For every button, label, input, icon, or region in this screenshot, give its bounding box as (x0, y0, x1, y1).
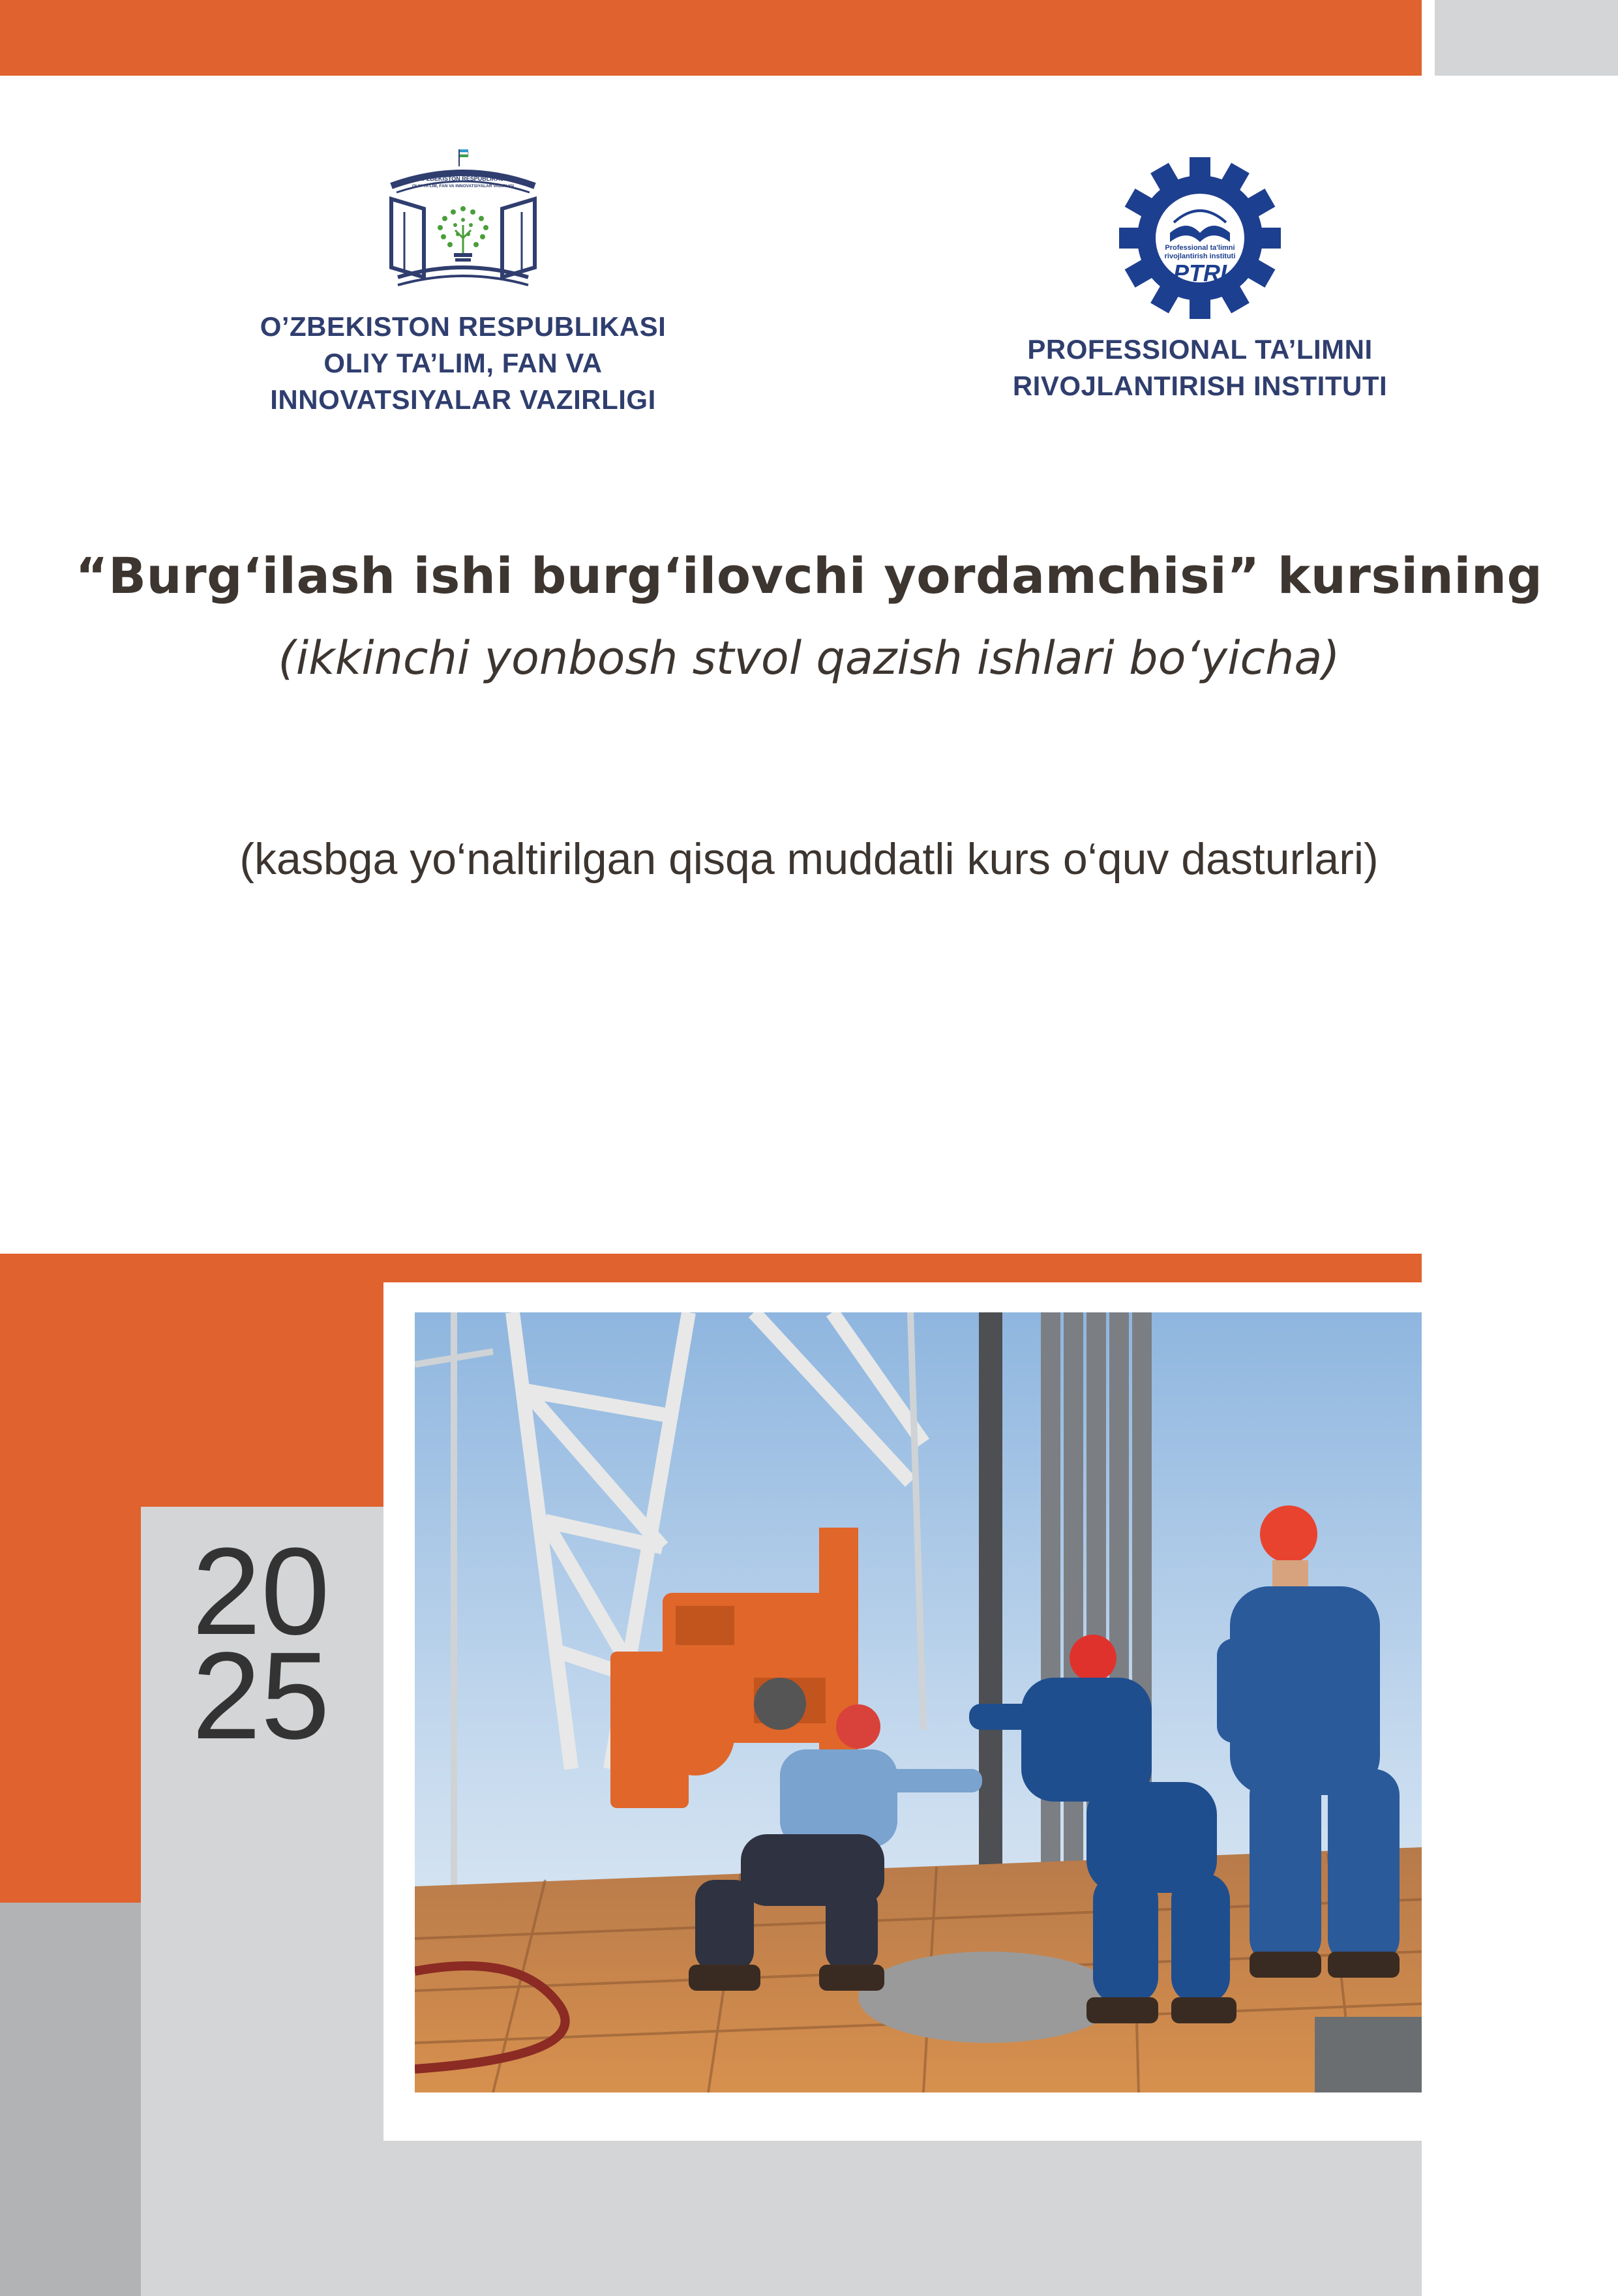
top-orange-bar (0, 0, 1422, 76)
top-gray-bar (1435, 0, 1618, 76)
ministry-name (222, 309, 704, 418)
year-label (176, 1522, 346, 1765)
ministry-name-line: O’ZBEKISTON RESPUBLIKASI (260, 311, 667, 342)
ptri-logo-block (972, 157, 1428, 404)
ministry-emblem-icon (385, 147, 541, 297)
ptri-name (972, 331, 1428, 404)
year-line-1: 20 (192, 1522, 330, 1661)
ptri-name-line: PROFESSIONAL TA’LIMNI (1027, 334, 1373, 365)
svg-text:OLIY TA'LIM, FAN VA INNOVATSIY: OLIY TA'LIM, FAN VA INNOVATSIYALAR VAZIRLIGI (412, 184, 514, 189)
svg-text:O'ZBEKISTON RESPUBLIKASI: O'ZBEKISTON RESPUBLIKASI (420, 175, 506, 182)
svg-text:Professional ta'limni: Professional ta'limni (1165, 244, 1235, 252)
bottom-dark-gray-block (0, 1903, 141, 2296)
course-title: “Burg‘ilash ishi burg‘ilovchi yordamchisi” kursining (75, 547, 1543, 605)
svg-text:PTRI: PTRI (1173, 260, 1227, 286)
drilling-rig-photo (415, 1312, 1422, 2092)
ministry-logo-block (222, 147, 704, 418)
ptri-gear-emblem-icon (1118, 157, 1281, 320)
ministry-name-line: INNOVATSIYALAR VAZIRLIGI (270, 384, 656, 415)
ptri-name-line: RIVOJLANTIRISH INSTITUTI (1012, 370, 1388, 401)
course-type-text: (kasbga yo‘naltirilgan qisqa muddatli kurs o‘quv dasturlari) (239, 834, 1379, 884)
course-subtitle: (ikkinchi yonbosh stvol qazish ishlari bo‘yicha) (278, 631, 1340, 685)
year-line-2: 25 (192, 1627, 330, 1765)
svg-text:rivojlantirish instituti: rivojlantirish instituti (1164, 252, 1236, 260)
ministry-name-line: OLIY TA’LIM, FAN VA (323, 348, 603, 378)
